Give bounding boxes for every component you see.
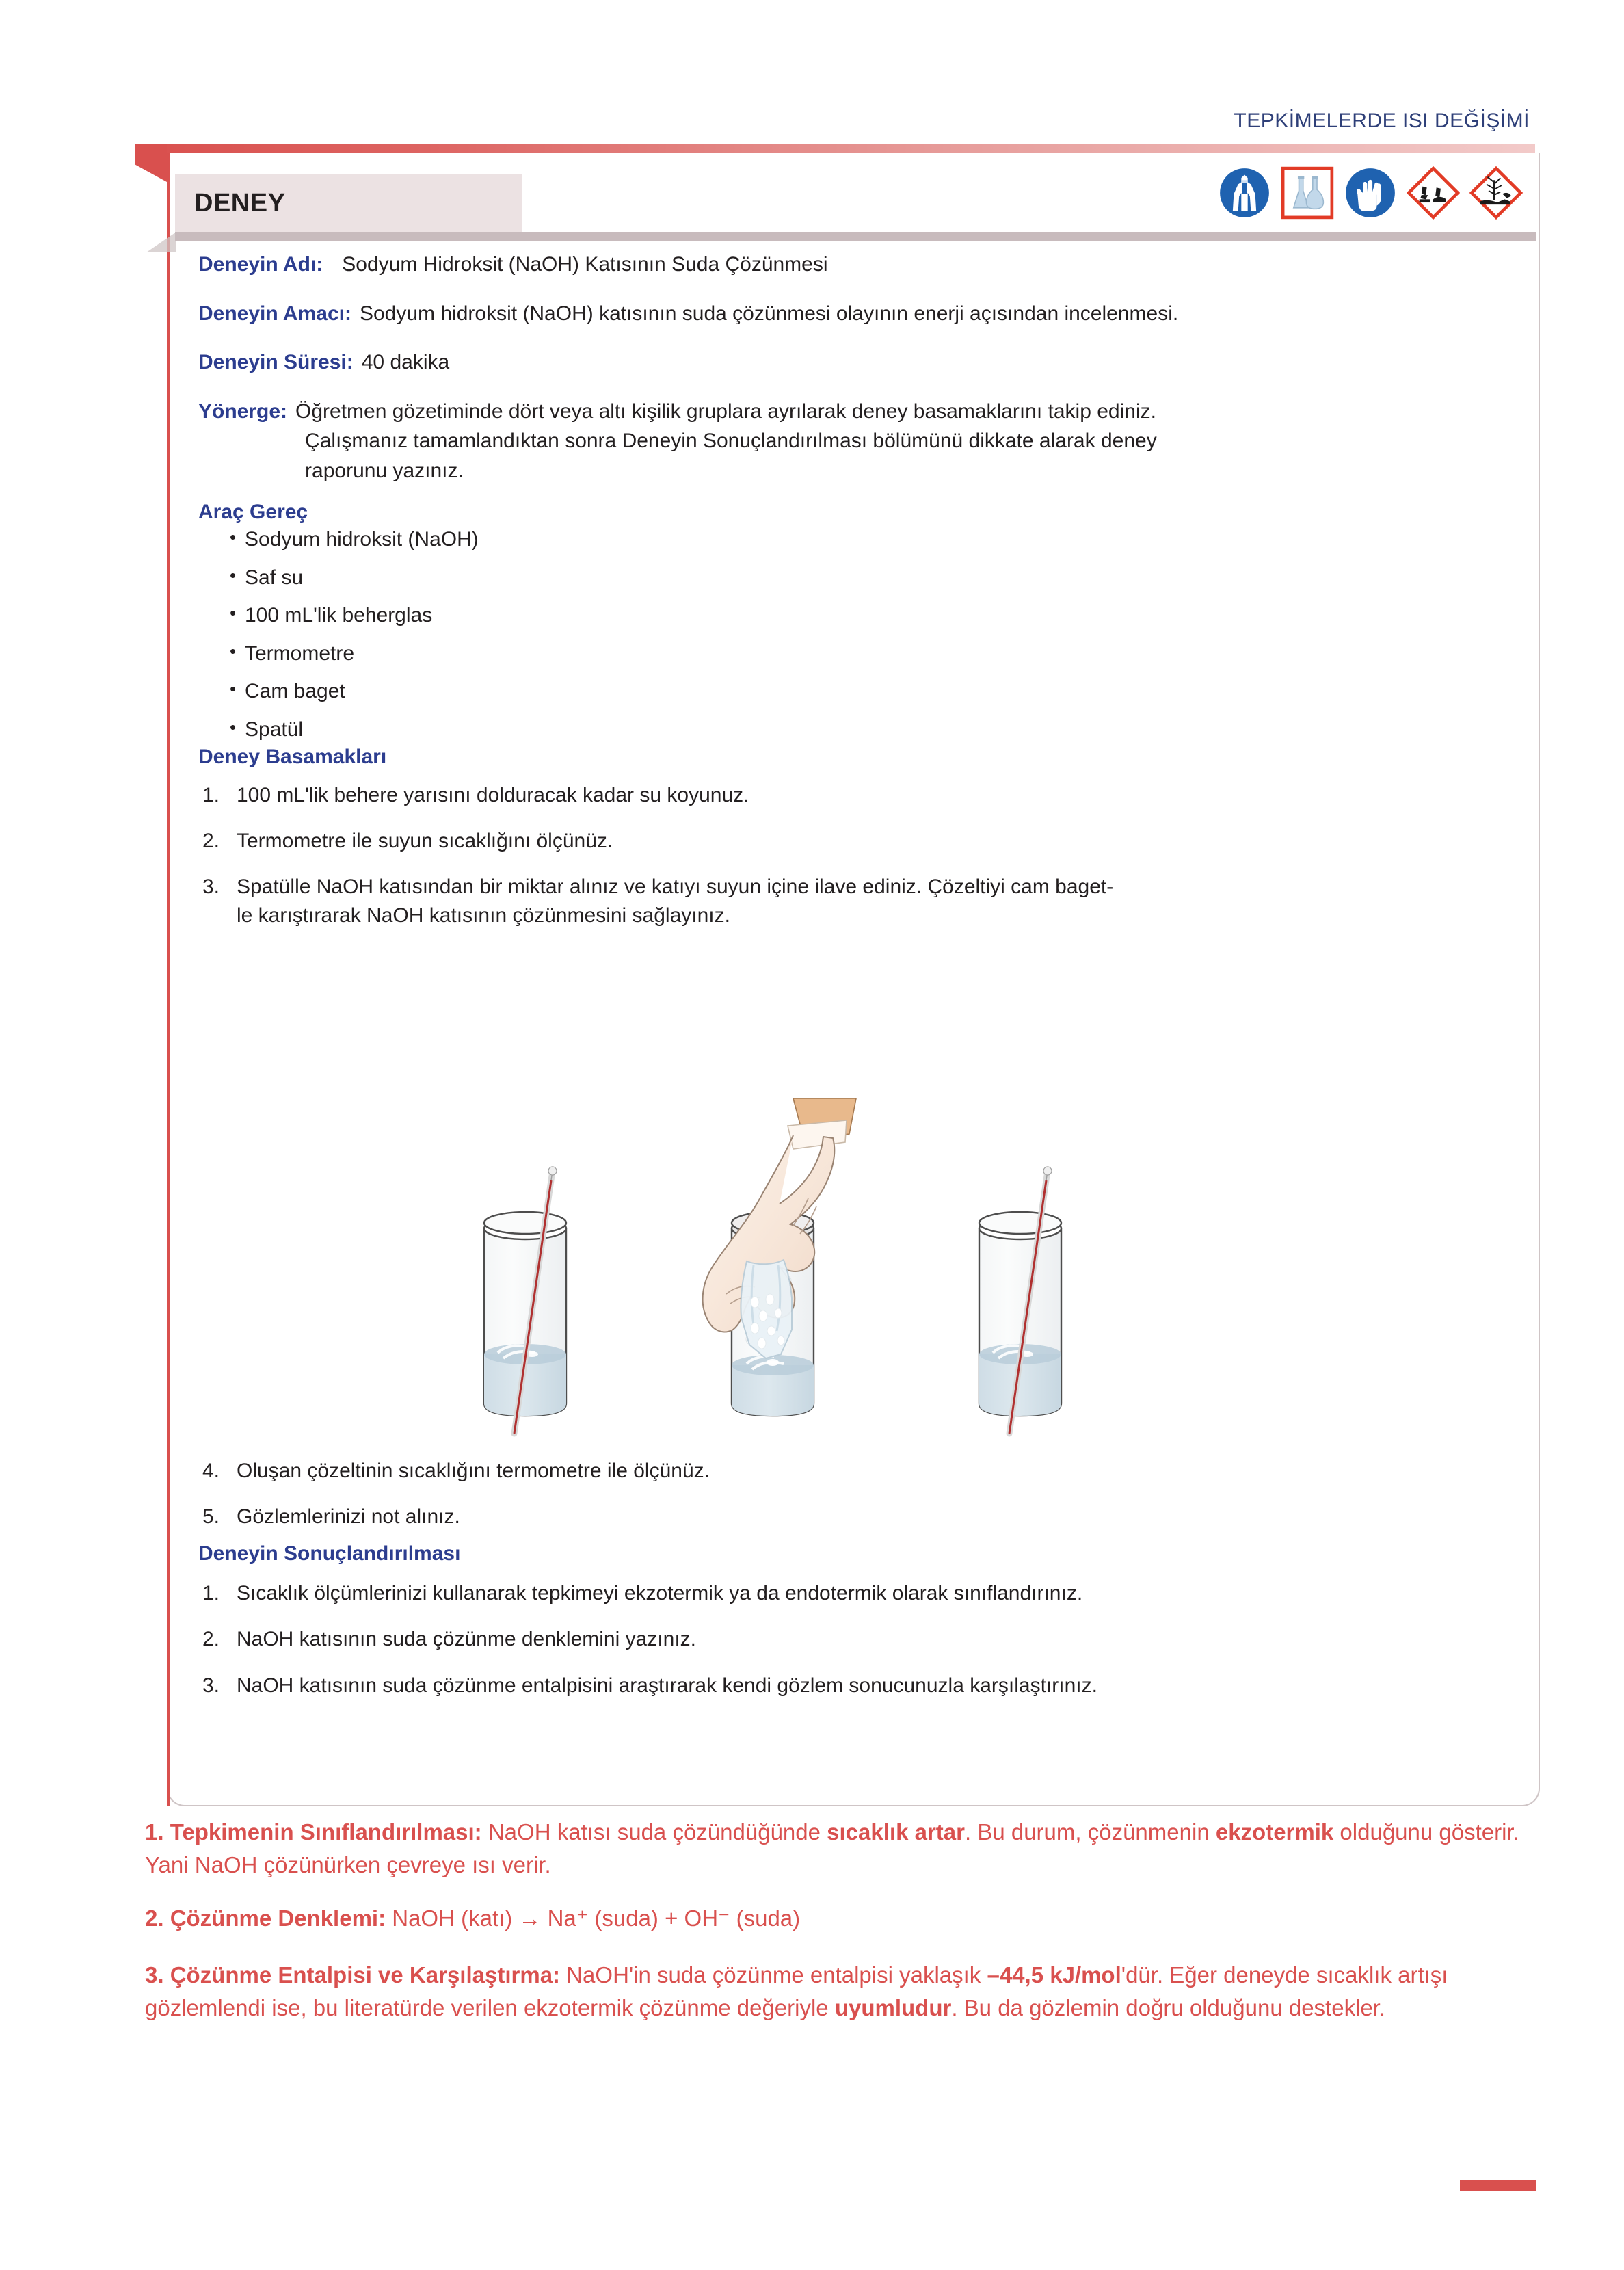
page-bottom-marker <box>1460 2180 1536 2191</box>
steps-heading: Deney Basamakları <box>198 745 387 768</box>
answer-1-bold-2: ekzotermik <box>1215 1819 1334 1845</box>
answer-block <box>145 1816 1526 2045</box>
conclusion-number: 3. <box>202 1674 220 1697</box>
value-experiment-duration: 40 dakika <box>361 351 450 373</box>
label-experiment-purpose: Deneyin Amacı: <box>198 302 351 325</box>
answer-3-bold-1: –44,5 kJ/mol <box>987 1962 1121 1988</box>
experiment-body-lower <box>198 1457 1501 1717</box>
directive-line-3: raporunu yazınız. <box>305 459 464 482</box>
list-item: • Termometre <box>230 642 1501 665</box>
page-header <box>0 0 1624 157</box>
environmental-hazard-icon <box>1469 166 1523 220</box>
list-item: • Cam baget <box>230 680 1501 703</box>
corrosive-hazard-icon <box>1407 166 1460 220</box>
field-experiment-duration <box>198 347 1501 378</box>
gloved-hand-icon <box>703 1098 856 1358</box>
step-text: 100 mL'lik behere yarısını dolduracak kadar su koyunuz. <box>237 783 749 806</box>
chapter-title: TEPKİMELERDE ISI DEĞİŞİMİ <box>1234 109 1530 132</box>
value-experiment-purpose: Sodyum hidroksit (NaOH) katısının suda çözünmesi olayının enerji açısından incelenmesi. <box>359 302 1179 325</box>
list-item <box>198 1672 1501 1700</box>
answer-2 <box>145 1902 1526 1935</box>
answer-3-text-3: . Bu da gözlemin doğru olduğunu destekler. <box>951 1994 1386 2020</box>
list-item <box>198 827 1501 855</box>
lab-coat-icon <box>1218 166 1271 220</box>
list-item: • Saf su <box>230 566 1501 590</box>
deney-badge <box>175 174 522 232</box>
answer-1-bold-1: sıcaklık artar <box>827 1819 965 1845</box>
steps-list-after <box>198 1457 1501 1531</box>
step-number: 1. <box>202 783 220 806</box>
card-left-accent-bar <box>167 153 170 1806</box>
step-number: 3. <box>202 875 220 899</box>
answer-1-text-1: NaOH katısı suda çözündüğünde <box>481 1819 827 1845</box>
directive-line-1: Öğretmen gözetiminde dört veya altı kişilik gruplara ayrılarak deney basamaklarını takip ediniz. <box>295 399 1156 423</box>
answer-2-equation: NaOH (katı) → Na⁺ (suda) + OH⁻ (suda) <box>386 1905 801 1931</box>
header-rule-corner-tab <box>135 144 167 182</box>
conclusion-text: NaOH katısının suda çözünme entalpisini araştırarak kendi gözlem sonucunuzla karşılaştırınız. <box>237 1674 1097 1697</box>
answer-1-text-2: . Bu durum, çözünmenin <box>964 1819 1216 1845</box>
directive-line-2: Çalışmanız tamamlandıktan sonra Deneyin Sonuçlandırılması bölümünü dikkate alarak deney <box>305 430 1157 452</box>
answer-3-text-2: 'dür. Eğer deneyde sıcaklık artışı gözlemlendi ise, bu literatürde verilen ekzotermik çözünme değeriyle <box>145 1962 1448 2020</box>
list-item: • Sodyum hidroksit (NaOH) <box>230 528 1501 551</box>
deney-badge-label: DENEY <box>194 188 286 217</box>
field-experiment-purpose <box>198 299 1501 329</box>
step-text-cont: le karıştırarak NaOH katısının çözünmesini sağlayınız. <box>237 903 730 927</box>
materials-list <box>198 528 1501 741</box>
field-directive <box>198 397 1501 486</box>
step-text: Termometre ile suyun sıcaklığını ölçünüz. <box>237 829 613 852</box>
experiment-illustration <box>472 1094 1074 1450</box>
label-experiment-name: Deneyin Adı: <box>198 253 323 276</box>
answer-1-text-3: olduğunu gösterir. Yani NaOH çözünürken çevreye ısı verir. <box>145 1819 1519 1878</box>
steps-list <box>198 781 1501 930</box>
beaker-left <box>484 1167 566 1434</box>
list-item <box>198 1457 1501 1485</box>
materials-heading: Araç Gereç <box>198 501 308 523</box>
beaker-right <box>979 1167 1061 1434</box>
conclusion-text: Sıcaklık ölçümlerinizi kullanarak tepkimeyi ekzotermik ya da endotermik olarak sınıflandırınız. <box>237 1581 1083 1605</box>
step-number: 2. <box>202 829 220 852</box>
conclusion-number: 1. <box>202 1581 220 1605</box>
safety-icons-row <box>1218 166 1523 220</box>
conclusion-number: 2. <box>202 1628 220 1651</box>
gloves-icon <box>1344 166 1397 220</box>
field-experiment-name <box>198 250 1501 280</box>
list-item <box>198 1503 1501 1531</box>
header-rule <box>135 144 1535 153</box>
step-number: 4. <box>202 1460 220 1482</box>
answer-2-heading: 2. Çözünme Denklemi: <box>145 1905 386 1931</box>
list-item <box>198 873 1501 929</box>
answer-3-bold-2: uyumludur <box>834 1994 952 2020</box>
value-experiment-name: Sodyum Hidroksit (NaOH) Katısının Suda Çözünmesi <box>342 253 828 276</box>
step-text: Gözlemlerinizi not alınız. <box>237 1505 460 1529</box>
answer-3 <box>145 1959 1526 2024</box>
list-item <box>198 1625 1501 1653</box>
conclusion-text: NaOH katısının suda çözünme denklemini yazınız. <box>237 1628 696 1651</box>
answer-3-heading: 3. Çözünme Entalpisi ve Karşılaştırma: <box>145 1962 561 1988</box>
list-item <box>198 781 1501 809</box>
label-directive: Yönerge: <box>198 399 288 423</box>
step-number: 5. <box>202 1505 220 1529</box>
glassware-icon <box>1281 166 1334 220</box>
conclusion-heading: Deneyin Sonuçlandırılması <box>198 1542 461 1565</box>
list-item <box>198 1579 1501 1607</box>
list-item: • 100 mL'lik beherglas <box>230 604 1501 627</box>
step-text: Oluşan çözeltinin sıcaklığını termometre ile ölçünüz. <box>237 1460 710 1482</box>
answer-3-text-1: NaOH'in suda çözünme entalpisi yaklaşık <box>560 1962 987 1988</box>
badge-shadow-bar <box>175 232 1536 241</box>
answer-1 <box>145 1816 1526 1882</box>
conclusion-list <box>198 1579 1501 1700</box>
label-experiment-duration: Deneyin Süresi: <box>198 351 354 373</box>
step-text: Spatülle NaOH katısından bir miktar alınız ve katıyı suyun içine ilave ediniz. Çözeltiyi cam baget- <box>237 875 1114 899</box>
experiment-body <box>198 250 1501 929</box>
answer-1-heading: 1. Tepkimenin Sınıflandırılması: <box>145 1819 482 1845</box>
list-item: • Spatül <box>230 718 1501 741</box>
